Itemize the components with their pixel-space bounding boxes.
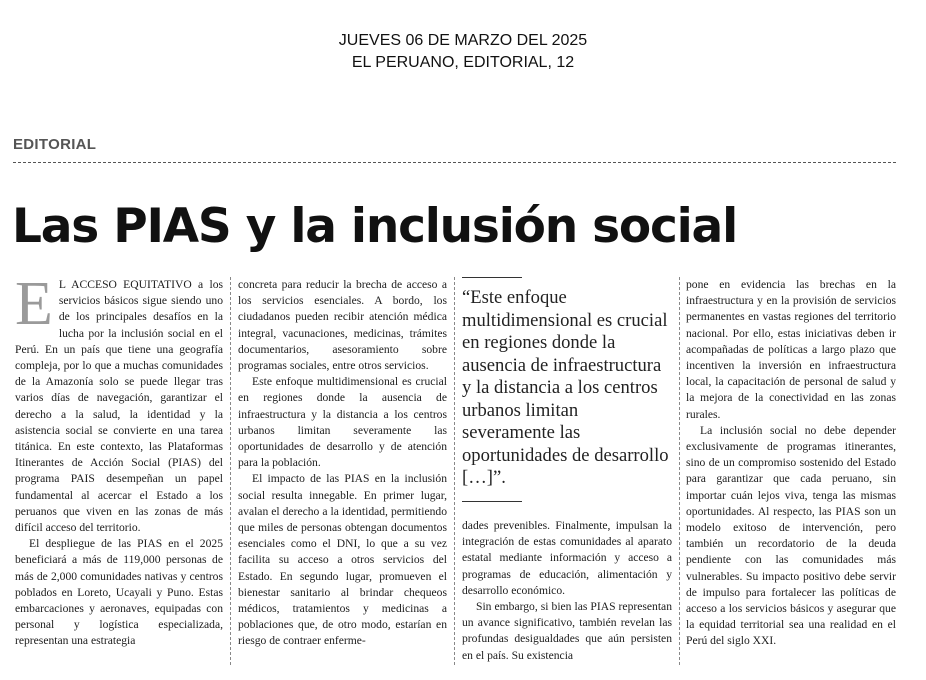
masthead-date: JUEVES 06 DE MARZO DEL 2025 [338, 32, 588, 49]
article-column-1 [15, 270, 223, 650]
paragraph: concreta para reducir la brecha de acceso a los servicios esenciales. A bordo, los ciudadanos pueden recibir atención médica integral, vacunaciones, medicinas, trámites documentarios, asesoramiento sobre programas sociales, entre otros servicios. [238, 278, 447, 373]
paragraph: El impacto de las PIAS en la inclusión social resulta innegable. En primer lugar, avalan el derecho a la identidad, permitiendo que miles de personas obtengan documentos esenciales como el DNI, lo que a su vez facilita su acceso a otros servicios del Estado. En segundo lugar, promueven el bienestar sanitario al brindar chequeos médicos, tratamientos y medicinas a poblaciones que, de otro modo, estarían en riesgo de contraer enferme- [238, 472, 447, 648]
paragraph: pone en evidencia las brechas en la infraestructura y en la provisión de servicios permanentes en vastas regiones del territorio nacional. Por ello, estas iniciativas deben ir acompañadas de políticas a largo plazo que incentiven la inversión en infraestructura local, la capacitación de personal de salud y la mejora de la conectividad en las zonas rurales. [686, 278, 896, 421]
column-divider [230, 277, 231, 665]
paragraph: Este enfoque multidimensional es crucial en regiones donde la ausencia de infraestructura y la distancia a los centros urbanos limitan severamente las oportunidades de desarrollo y de atención para la población. [238, 375, 447, 470]
pull-quote-rule-top [462, 277, 522, 278]
pull-quote: “Este enfoque multidimensional es crucial en regiones donde la ausencia de infraestructura y la distancia a los centros urbanos limitan severamente las oportunidades de desarrollo […]”. [462, 287, 669, 488]
paragraph: La inclusión social no debe depender exclusivamente de programas itinerantes, sino de un compromiso sostenido del Estado para garantizar que cada peruano, sin importar cuán lejos viva, tenga las mismas oportunidades. Al respecto, las PIAS son un modelo exitoso de intervención, pero también un recordatorio de la deuda pendiente con las comunidades más vulnerables. Su impacto positivo debe servir de impulso para fortalecer las políticas de acceso a los servicios básicos y asegurar que la equidad territorial sea una realidad en el Perú del siglo XXI. [686, 423, 896, 648]
paragraph: Sin embargo, si bien las PIAS representan un avance significativo, también revelan las profundas desigualdades que aún persisten en el país. Su existencia [462, 600, 672, 662]
headline: Las PIAS y la inclusión social [12, 199, 737, 254]
column-divider [679, 277, 680, 665]
section-divider [13, 162, 896, 163]
paragraph: dades prevenibles. Finalmente, impulsan la integración de estas comunidades al aparato estatal mediante información y acceso a programas de educación, alimentación y desarrollo económico. [462, 519, 672, 597]
section-label: EDITORIAL [13, 136, 97, 153]
paragraph: L ACCESO EQUITATIVO a los servicios básicos sigue siendo uno de los principales desafíos en la lucha por la inclusión social en el Perú. En un país que tiene una geografía compleja, por lo que a muchas comunidades de la Amazonía solo se puede llegar tras varios días de navegación, garantizar el derecho a la salud, la identidad y la asistencia social se convierte en una tarea titánica. En este contexto, las Plataformas Itinerantes de Acción Social (PIAS) del programa PAIS desempeñan un papel fundamental al acercar el Estado a los peruanos que viven en las zonas de más difícil acceso del territorio. [15, 278, 223, 535]
article-column-3 [462, 518, 672, 664]
column-divider [454, 277, 455, 665]
masthead-source: EL PERUANO, EDITORIAL, 12 [351, 54, 575, 71]
article-column-2 [238, 277, 447, 650]
article-column-4 [686, 277, 896, 650]
pull-quote-rule-bottom [462, 501, 522, 502]
paragraph: El despliegue de las PIAS en el 2025 beneficiará a más de 119,000 personas de más de 2,000 comunidades nativas y centros poblados en Loreto, Ucayali y Puno. Estas embarcaciones y aeronaves, equipadas con personal y logística especializada, representan una estrategia [15, 537, 223, 648]
drop-cap: E [15, 270, 53, 338]
masthead [0, 30, 926, 74]
